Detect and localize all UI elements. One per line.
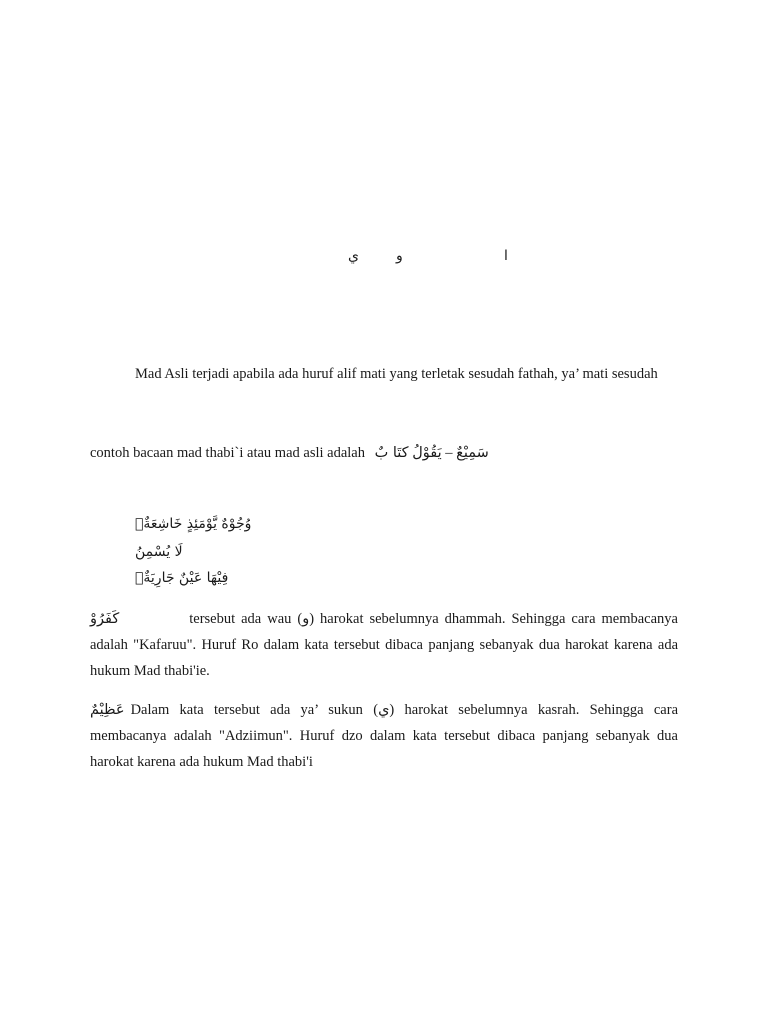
example-dash: – xyxy=(445,445,453,461)
paragraph-2-text: Dalam kata tersebut ada ya’ sukun (ي) harokat sebelumnya kasrah. Sehingga cara membacanya adalah "Adziimun". Huruf dzo dalam kata tersebut dibaca panjang sebanyak dua harokat karena ada hukum Mad thabi'i xyxy=(90,702,679,770)
example-arabic-3: كتَا بٌ xyxy=(374,445,409,461)
verse-2: لَا يُسْمِنُ xyxy=(135,544,183,560)
paragraph-adzimun xyxy=(90,697,678,775)
example-arabic-2: يَقُوْلُ xyxy=(412,445,442,461)
paragraph-kafaru xyxy=(90,606,678,684)
paragraph-1-text: tersebut ada wau (و) harokat sebelumnya dhammah. Sehingga cara membacanya adalah "Kafaruu". Huruf Ro dalam kata tersebut dibaca panjang sebanyak dua harokat karena ada hukum Mad thabi'ie. xyxy=(90,611,678,679)
verse-1: وُجُوْهٌ يَّوْمَئِذٍ خَاشِعَةٌۙ xyxy=(135,516,252,532)
example-text: contoh bacaan mad thabi`i atau mad asli adalah xyxy=(90,445,365,461)
verse-3: فِيْهَا عَيْنٌ جَارِيَةٌۘ xyxy=(135,570,229,586)
letter-ya: ي xyxy=(348,248,359,264)
letter-alif: ا xyxy=(504,248,508,264)
paragraph-2-arabic: عَظِيْمٌ xyxy=(90,702,125,718)
letter-wau: و xyxy=(396,248,403,264)
example-line xyxy=(90,445,489,462)
example-arabic-1: سَمِيْعٌ xyxy=(456,445,489,461)
paragraph-1-arabic: كَفَرُوْ xyxy=(90,611,120,627)
intro-line: Mad Asli terjadi apabila ada huruf alif mati yang terletak sesudah fathah, ya’ mati sesudah xyxy=(135,366,658,382)
